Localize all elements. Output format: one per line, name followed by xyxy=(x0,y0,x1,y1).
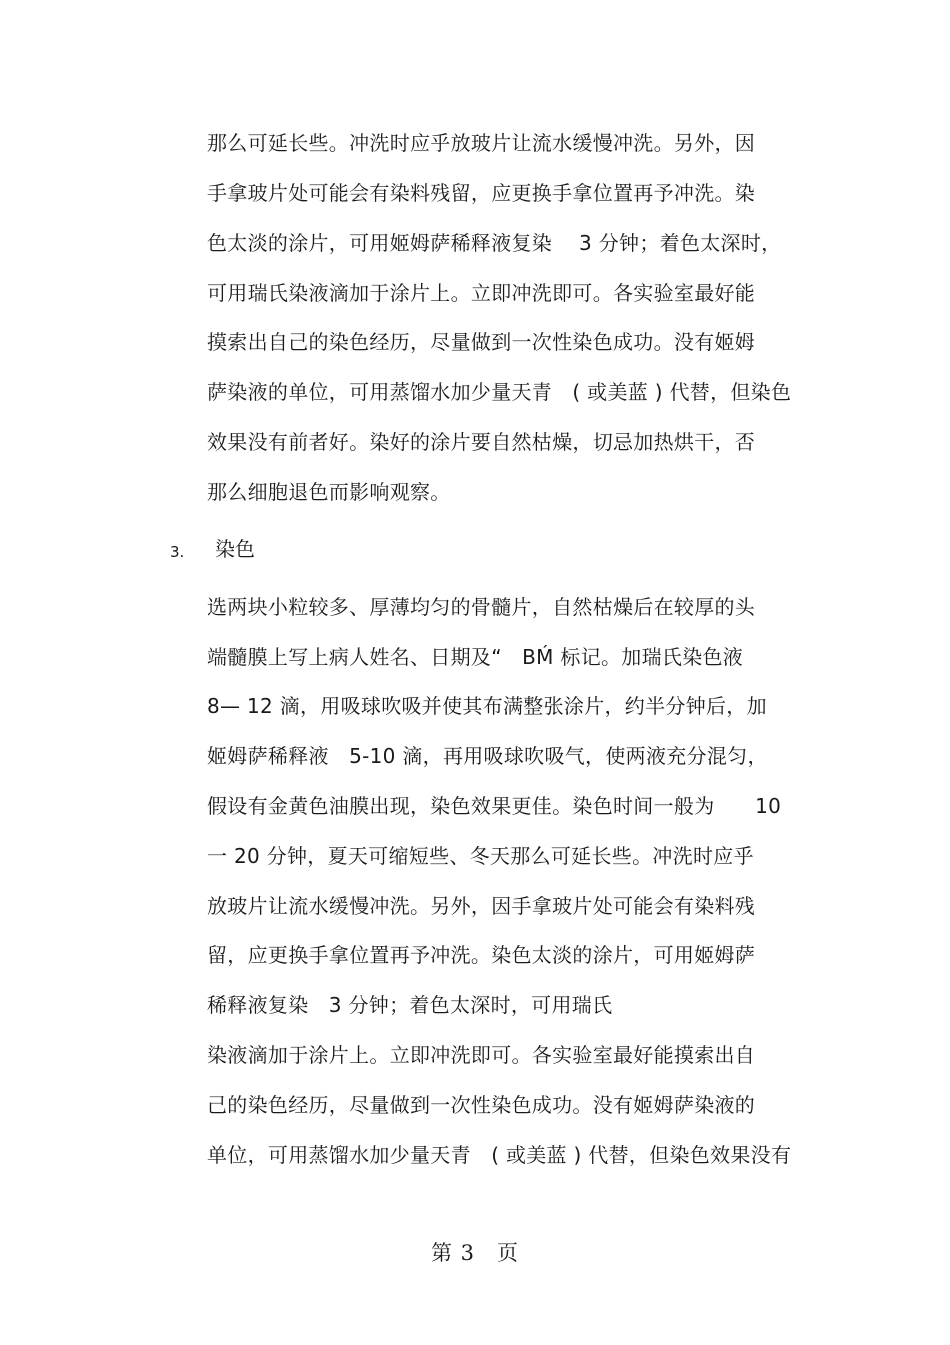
paragraph2-line: 单位，可用蒸馏水加少量天青 ( 或美蓝 ) 代替，但染色效果没有 xyxy=(207,1143,792,1167)
paragraph2-line: 己的染色经历，尽量做到一次性染色成功。没有姬姆萨染液的 xyxy=(207,1093,756,1117)
paragraph2-line: 一 20 分钟，夏天可缩短些、冬天那么可延长些。冲洗时应乎 xyxy=(207,844,754,868)
page-number: 第 3 页 xyxy=(430,1241,520,1265)
paragraph1-line: 摸索出自己的染色经历，尽量做到一次性染色成功。没有姬姆 xyxy=(207,330,756,354)
paragraph2-line: 假设有金黄色油膜出现，染色效果更佳。染色时间一般为 10 xyxy=(207,794,782,818)
paragraph1-line: 萨染液的单位，可用蒸馏水加少量天青 ( 或美蓝 ) 代替，但染色 xyxy=(207,380,792,404)
paragraph1-line: 可用瑞氏染液滴加于涂片上。立即冲洗即可。各实验室最好能 xyxy=(207,281,756,305)
paragraph2-line: 稀释液复染 3 分钟；着色太深时，可用瑞氏 xyxy=(207,993,613,1017)
section-number: 3. xyxy=(170,543,185,561)
paragraph2-line: 端髓膜上写上病人姓名、日期及“ BḾ 标记。加瑞氏染色液 xyxy=(207,645,744,669)
paragraph1-line: 效果没有前者好。染好的涂片要自然枯燥，切忌加热烘干，否 xyxy=(207,430,756,454)
paragraph2-line: 留，应更换手拿位置再予冲洗。染色太淡的涂片，可用姬姆萨 xyxy=(207,943,756,967)
paragraph2-line: 8— 12 滴，用吸球吹吸并使其布满整张涂片，约半分钟后，加 xyxy=(207,694,767,718)
paragraph2-line: 选两块小粒较多、厚薄均匀的骨髓片，自然枯燥后在较厚的头 xyxy=(207,595,756,619)
paragraph1-line: 那么可延长些。冲洗时应乎放玻片让流水缓慢冲洗。另外，因 xyxy=(207,131,756,155)
paragraph2-line: 放玻片让流水缓慢冲洗。另外，因手拿玻片处可能会有染料残 xyxy=(207,894,756,918)
paragraph2-line: 姬姆萨稀释液 5-10 滴，再用吸球吹吸气，使两液充分混匀， xyxy=(207,744,768,768)
paragraph2-line: 染液滴加于涂片上。立即冲洗即可。各实验室最好能摸索出自 xyxy=(207,1043,756,1067)
paragraph1-line: 手拿玻片处可能会有染料残留，应更换手拿位置再予冲洗。染 xyxy=(207,181,756,205)
section-title: 染色 xyxy=(215,537,255,561)
paragraph1-line: 那么细胞退色而影响观察。 xyxy=(207,480,451,504)
paragraph1-line: 色太淡的涂片，可用姬姆萨稀释液复染 3 分钟；着色太深时， xyxy=(207,231,782,255)
